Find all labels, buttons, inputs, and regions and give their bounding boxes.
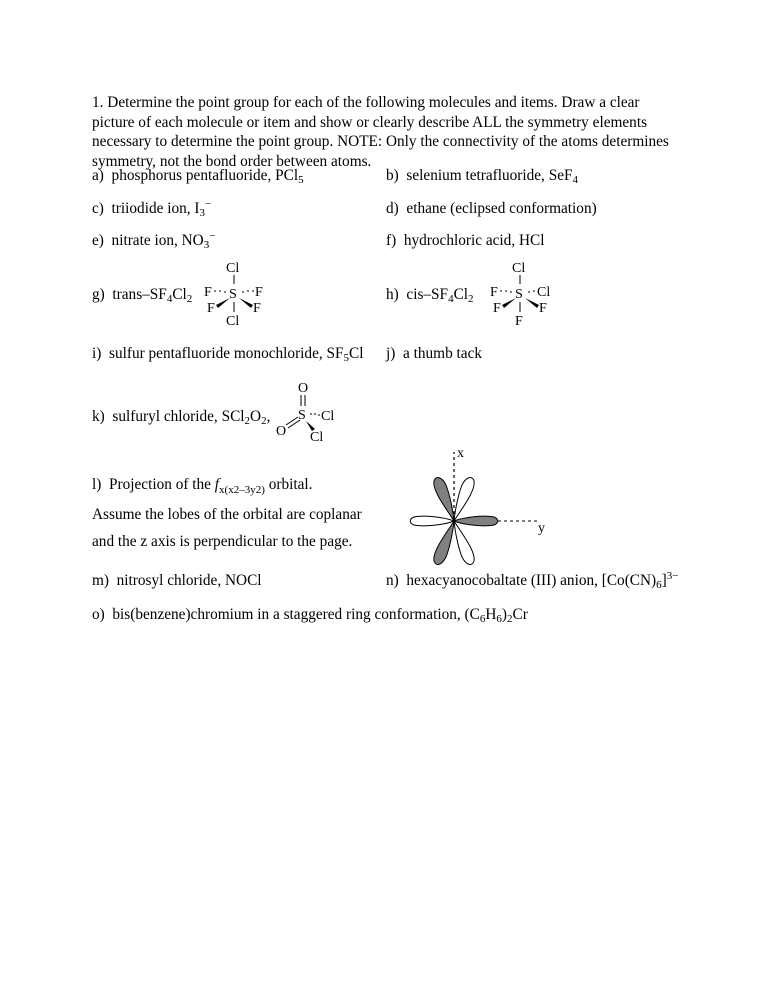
item-g: [92, 286, 192, 304]
atom-bottom: F: [515, 314, 523, 329]
item-text: sulfuryl chloride, SCl: [112, 408, 245, 425]
atom-right-back: Cl: [537, 285, 551, 300]
item-text: ): [501, 606, 508, 623]
item-label: g): [92, 286, 105, 303]
item-label: b): [386, 167, 399, 184]
question-intro: [92, 93, 692, 171]
atom-left-back: F: [204, 285, 212, 300]
item-label: o): [92, 606, 105, 623]
orbital-subscript: x(x2–3y2): [219, 484, 265, 496]
atom-top: Cl: [226, 261, 240, 276]
item-e: [92, 232, 215, 250]
subscript: 3: [199, 207, 205, 219]
trans-sf4cl2-structure: [198, 258, 288, 335]
item-text: hexacyanocobaltate (III) anion, [Co(CN): [406, 572, 657, 589]
item-text: ethane (eclipsed conformation): [406, 200, 597, 217]
subscript: 4: [448, 293, 454, 305]
item-label: e): [92, 232, 104, 249]
item-label: c): [92, 200, 104, 217]
item-text: triiodide ion, I: [111, 200, 200, 217]
subscript: 2: [186, 293, 193, 305]
item-label: d): [386, 200, 399, 217]
subscript: 3: [203, 239, 210, 251]
item-b: [386, 167, 578, 185]
item-text: orbital.: [264, 476, 313, 493]
item-text: a thumb tack: [403, 345, 483, 362]
item-label: i): [92, 345, 102, 362]
item-text: bis(benzene)chromium in a staggered ring conformation, (C: [112, 606, 480, 623]
cis-sf4cl2-structure: [484, 258, 574, 335]
item-i: [92, 345, 363, 363]
item-text: ,: [266, 408, 271, 425]
atom-right-front: F: [539, 301, 547, 316]
item-c: [92, 200, 211, 218]
item-l-line-3: and the z axis is perpendicular to the page.: [92, 533, 353, 550]
intro-line-2: picture of each molecule or item and show or clearly describe ALL the symmetry elements: [92, 113, 648, 131]
subscript: 4: [572, 174, 579, 186]
subscript: 6: [496, 613, 502, 625]
atom-center: S: [515, 287, 523, 302]
item-text: Cl: [453, 286, 469, 303]
item-label: f): [386, 232, 397, 249]
subscript: 5: [298, 174, 304, 186]
atom-right-back: F: [255, 285, 263, 300]
intro-line-3: necessary to determine the point group. NOTE: Only the connectivity of the atoms determines: [92, 133, 669, 150]
item-a: [92, 167, 304, 185]
item-j: [386, 345, 482, 363]
item-text: Cr: [512, 606, 528, 623]
item-text: phosphorus pentafluoride, PCl: [111, 167, 299, 184]
atom-left-back: F: [490, 285, 498, 300]
item-h: [386, 286, 474, 304]
sulfuryl-chloride-structure: [274, 378, 354, 451]
superscript: 3−: [666, 570, 679, 582]
item-text: trans–SF: [112, 286, 167, 303]
item-m: [92, 572, 262, 590]
atom-top-o: O: [298, 381, 309, 396]
subscript: 5: [343, 352, 350, 364]
subscript: 4: [166, 293, 173, 305]
f-orbital-figure: [400, 445, 560, 585]
intro-line-4: symmetry, not the bond order between atoms.: [92, 152, 372, 170]
axis-x-label: x: [457, 446, 464, 461]
atom-right-cl: Cl: [321, 409, 335, 424]
atom-left-front: F: [207, 301, 215, 316]
axis-y-label: y: [538, 521, 545, 536]
item-k: [92, 408, 270, 426]
atom-front-cl: Cl: [310, 430, 324, 445]
subscript: 2: [507, 613, 513, 625]
orbital-symbol: f: [214, 476, 220, 493]
item-text: nitrate ion, NO: [111, 232, 204, 249]
item-text: cis–SF: [406, 286, 449, 303]
atom-right-front: F: [253, 301, 261, 316]
item-text: H: [485, 606, 497, 623]
atom-bottom: Cl: [226, 314, 240, 329]
item-n: [386, 572, 678, 590]
subscript: 6: [479, 613, 486, 625]
item-d: [386, 200, 597, 218]
subscript: 2: [261, 415, 267, 427]
item-text: Cl: [349, 345, 364, 362]
item-label: a): [92, 167, 104, 184]
item-label: m): [92, 572, 109, 589]
item-label: j): [386, 345, 396, 362]
item-text: nitrosyl chloride, NOCl: [116, 572, 262, 589]
item-l: [92, 476, 312, 499]
atom-center-s: S: [298, 408, 306, 423]
item-o: [92, 606, 528, 624]
atom-top: Cl: [512, 261, 526, 276]
atom-center: S: [229, 287, 237, 302]
item-label: h): [386, 286, 399, 303]
atom-left-front: F: [493, 301, 501, 316]
item-l-line-2: Assume the lobes of the orbital are coplanar: [92, 506, 362, 523]
subscript: 2: [468, 293, 474, 305]
item-text: Cl: [172, 286, 187, 303]
item-label: l): [92, 476, 102, 493]
atom-left-o: O: [276, 424, 287, 439]
item-label: n): [386, 572, 399, 589]
item-text: ]: [661, 572, 667, 589]
item-text: Projection of the: [109, 476, 215, 493]
subscript: 2: [244, 415, 251, 427]
subscript: 6: [656, 579, 662, 591]
item-label: k): [92, 408, 105, 425]
item-text: selenium tetrafluoride, SeF: [406, 167, 573, 184]
item-text: sulfur pentafluoride monochloride, SF: [109, 345, 344, 362]
item-f: [386, 232, 544, 250]
superscript: −: [205, 198, 212, 210]
intro-line-1: 1. Determine the point group for each of the following molecules and items. Draw a clear: [92, 94, 640, 111]
superscript: −: [209, 230, 216, 242]
item-text: hydrochloric acid, HCl: [403, 232, 545, 249]
item-text: O: [250, 408, 262, 425]
